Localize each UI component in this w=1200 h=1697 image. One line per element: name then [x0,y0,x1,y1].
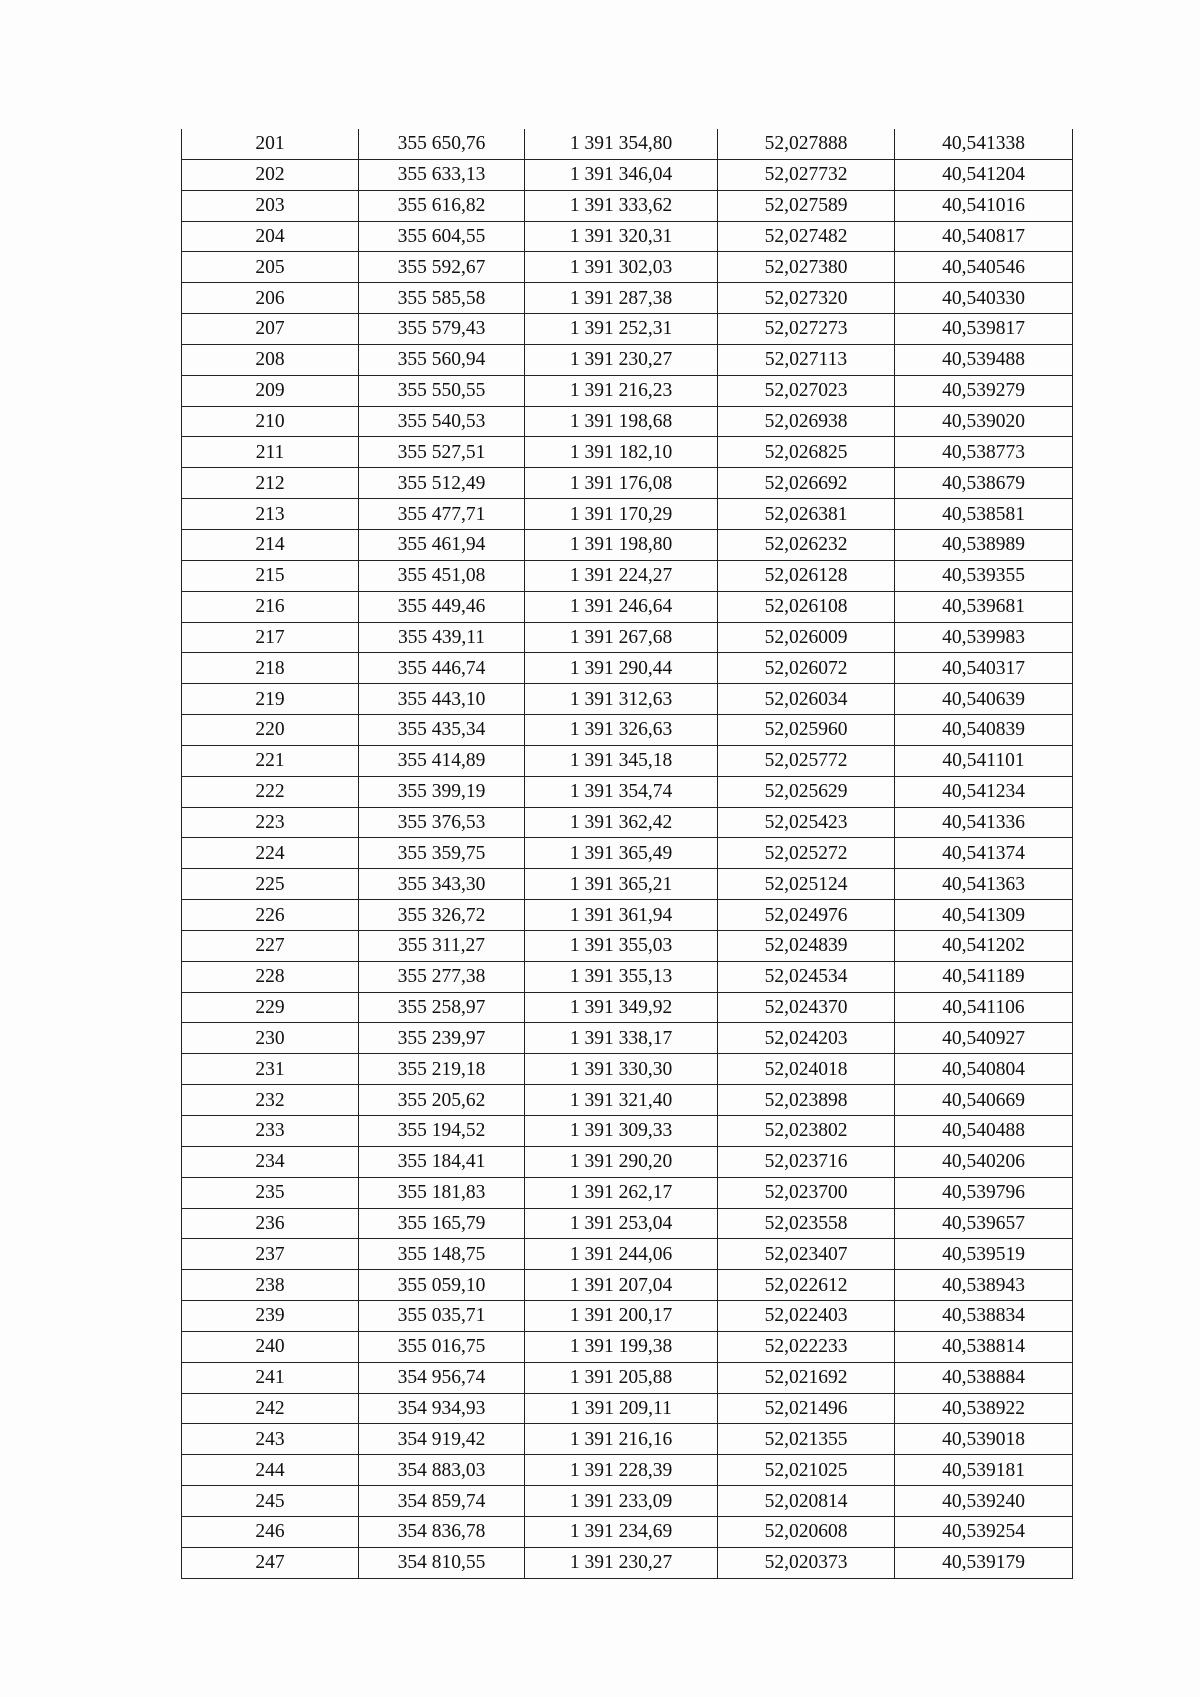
x-coordinate-cell: 354 836,78 [359,1516,525,1547]
y-coordinate-cell: 1 391 262,17 [525,1177,718,1208]
table-row [182,1547,1073,1578]
latitude-cell: 52,026108 [718,591,895,622]
latitude-cell: 52,026938 [718,406,895,437]
x-coordinate-cell: 354 859,74 [359,1486,525,1517]
x-coordinate-cell: 355 446,74 [359,653,525,684]
latitude-cell: 52,025272 [718,838,895,869]
table-row [182,468,1073,499]
x-coordinate-cell: 355 148,75 [359,1239,525,1270]
table-row [182,529,1073,560]
latitude-cell: 52,024534 [718,961,895,992]
y-coordinate-cell: 1 391 182,10 [525,437,718,468]
latitude-cell: 52,020608 [718,1516,895,1547]
point-number-cell: 210 [182,406,359,437]
longitude-cell: 40,541336 [895,807,1073,838]
y-coordinate-cell: 1 391 345,18 [525,745,718,776]
point-number-cell: 203 [182,190,359,221]
x-coordinate-cell: 355 219,18 [359,1054,525,1085]
longitude-cell: 40,539983 [895,622,1073,653]
x-coordinate-cell: 355 059,10 [359,1270,525,1301]
coordinates-table [181,129,1073,1579]
x-coordinate-cell: 355 443,10 [359,684,525,715]
table-row [182,1486,1073,1517]
longitude-cell: 40,540817 [895,221,1073,252]
x-coordinate-cell: 355 449,46 [359,591,525,622]
point-number-cell: 217 [182,622,359,653]
latitude-cell: 52,026232 [718,529,895,560]
point-number-cell: 208 [182,344,359,375]
table-row [182,1331,1073,1362]
point-number-cell: 219 [182,684,359,715]
x-coordinate-cell: 355 399,19 [359,776,525,807]
x-coordinate-cell: 355 616,82 [359,190,525,221]
point-number-cell: 216 [182,591,359,622]
latitude-cell: 52,023898 [718,1085,895,1116]
y-coordinate-cell: 1 391 207,04 [525,1270,718,1301]
point-number-cell: 227 [182,930,359,961]
y-coordinate-cell: 1 391 246,64 [525,591,718,622]
table-row [182,314,1073,345]
x-coordinate-cell: 355 258,97 [359,992,525,1023]
x-coordinate-cell: 355 604,55 [359,221,525,252]
longitude-cell: 40,539254 [895,1516,1073,1547]
y-coordinate-cell: 1 391 253,04 [525,1208,718,1239]
point-number-cell: 229 [182,992,359,1023]
y-coordinate-cell: 1 391 205,88 [525,1362,718,1393]
point-number-cell: 209 [182,375,359,406]
y-coordinate-cell: 1 391 355,13 [525,961,718,992]
point-number-cell: 204 [182,221,359,252]
latitude-cell: 52,021496 [718,1393,895,1424]
longitude-cell: 40,541189 [895,961,1073,992]
point-number-cell: 241 [182,1362,359,1393]
y-coordinate-cell: 1 391 309,33 [525,1116,718,1147]
y-coordinate-cell: 1 391 287,38 [525,283,718,314]
x-coordinate-cell: 355 016,75 [359,1331,525,1362]
x-coordinate-cell: 355 540,53 [359,406,525,437]
y-coordinate-cell: 1 391 320,31 [525,221,718,252]
latitude-cell: 52,022612 [718,1270,895,1301]
latitude-cell: 52,023802 [718,1116,895,1147]
table-row [182,622,1073,653]
y-coordinate-cell: 1 391 198,80 [525,529,718,560]
longitude-cell: 40,541234 [895,776,1073,807]
latitude-cell: 52,027888 [718,129,895,159]
latitude-cell: 52,026692 [718,468,895,499]
point-number-cell: 223 [182,807,359,838]
x-coordinate-cell: 355 181,83 [359,1177,525,1208]
table-row [182,930,1073,961]
x-coordinate-cell: 355 165,79 [359,1208,525,1239]
latitude-cell: 52,026825 [718,437,895,468]
y-coordinate-cell: 1 391 290,44 [525,653,718,684]
longitude-cell: 40,541202 [895,930,1073,961]
latitude-cell: 52,025423 [718,807,895,838]
table-row [182,1270,1073,1301]
x-coordinate-cell: 355 592,67 [359,252,525,283]
table-row [182,1177,1073,1208]
longitude-cell: 40,538773 [895,437,1073,468]
table-row [182,437,1073,468]
coordinates-table-body [182,129,1073,1578]
latitude-cell: 52,020814 [718,1486,895,1517]
point-number-cell: 205 [182,252,359,283]
point-number-cell: 201 [182,129,359,159]
latitude-cell: 52,021692 [718,1362,895,1393]
x-coordinate-cell: 354 810,55 [359,1547,525,1578]
table-row [182,1054,1073,1085]
y-coordinate-cell: 1 391 312,63 [525,684,718,715]
point-number-cell: 238 [182,1270,359,1301]
point-number-cell: 211 [182,437,359,468]
longitude-cell: 40,539240 [895,1486,1073,1517]
latitude-cell: 52,021355 [718,1424,895,1455]
latitude-cell: 52,026381 [718,499,895,530]
latitude-cell: 52,024018 [718,1054,895,1085]
point-number-cell: 225 [182,869,359,900]
table-row [182,283,1073,314]
y-coordinate-cell: 1 391 233,09 [525,1486,718,1517]
longitude-cell: 40,541204 [895,159,1073,190]
y-coordinate-cell: 1 391 326,63 [525,715,718,746]
x-coordinate-cell: 354 919,42 [359,1424,525,1455]
latitude-cell: 52,026072 [718,653,895,684]
latitude-cell: 52,026034 [718,684,895,715]
latitude-cell: 52,026128 [718,560,895,591]
table-row [182,1146,1073,1177]
latitude-cell: 52,027320 [718,283,895,314]
y-coordinate-cell: 1 391 252,31 [525,314,718,345]
longitude-cell: 40,539020 [895,406,1073,437]
y-coordinate-cell: 1 391 349,92 [525,992,718,1023]
latitude-cell: 52,027023 [718,375,895,406]
longitude-cell: 40,541101 [895,745,1073,776]
table-row [182,190,1073,221]
table-row [182,1023,1073,1054]
longitude-cell: 40,540927 [895,1023,1073,1054]
y-coordinate-cell: 1 391 365,21 [525,869,718,900]
y-coordinate-cell: 1 391 267,68 [525,622,718,653]
latitude-cell: 52,023407 [718,1239,895,1270]
y-coordinate-cell: 1 391 209,11 [525,1393,718,1424]
longitude-cell: 40,539657 [895,1208,1073,1239]
x-coordinate-cell: 355 560,94 [359,344,525,375]
x-coordinate-cell: 355 326,72 [359,900,525,931]
point-number-cell: 218 [182,653,359,684]
y-coordinate-cell: 1 391 330,30 [525,1054,718,1085]
longitude-cell: 40,538922 [895,1393,1073,1424]
point-number-cell: 234 [182,1146,359,1177]
latitude-cell: 52,023558 [718,1208,895,1239]
table-row [182,653,1073,684]
x-coordinate-cell: 355 633,13 [359,159,525,190]
longitude-cell: 40,540804 [895,1054,1073,1085]
table-row [182,1516,1073,1547]
x-coordinate-cell: 355 311,27 [359,930,525,961]
point-number-cell: 202 [182,159,359,190]
point-number-cell: 222 [182,776,359,807]
longitude-cell: 40,540839 [895,715,1073,746]
longitude-cell: 40,539181 [895,1455,1073,1486]
table-row [182,1208,1073,1239]
latitude-cell: 52,020373 [718,1547,895,1578]
latitude-cell: 52,023700 [718,1177,895,1208]
point-number-cell: 237 [182,1239,359,1270]
table-row [182,1362,1073,1393]
x-coordinate-cell: 355 579,43 [359,314,525,345]
y-coordinate-cell: 1 391 362,42 [525,807,718,838]
longitude-cell: 40,538814 [895,1331,1073,1362]
x-coordinate-cell: 355 439,11 [359,622,525,653]
table-row [182,1455,1073,1486]
table-row [182,129,1073,159]
point-number-cell: 206 [182,283,359,314]
point-number-cell: 239 [182,1301,359,1332]
table-row [182,375,1073,406]
latitude-cell: 52,022233 [718,1331,895,1362]
longitude-cell: 40,541309 [895,900,1073,931]
x-coordinate-cell: 355 435,34 [359,715,525,746]
y-coordinate-cell: 1 391 354,74 [525,776,718,807]
point-number-cell: 220 [182,715,359,746]
y-coordinate-cell: 1 391 170,29 [525,499,718,530]
table-row [182,1085,1073,1116]
table-row [182,252,1073,283]
point-number-cell: 207 [182,314,359,345]
point-number-cell: 233 [182,1116,359,1147]
y-coordinate-cell: 1 391 338,17 [525,1023,718,1054]
point-number-cell: 247 [182,1547,359,1578]
table-row [182,344,1073,375]
x-coordinate-cell: 355 477,71 [359,499,525,530]
y-coordinate-cell: 1 391 224,27 [525,560,718,591]
latitude-cell: 52,021025 [718,1455,895,1486]
x-coordinate-cell: 355 184,41 [359,1146,525,1177]
table-row [182,838,1073,869]
y-coordinate-cell: 1 391 244,06 [525,1239,718,1270]
point-number-cell: 243 [182,1424,359,1455]
longitude-cell: 40,541374 [895,838,1073,869]
x-coordinate-cell: 355 650,76 [359,129,525,159]
longitude-cell: 40,539796 [895,1177,1073,1208]
latitude-cell: 52,022403 [718,1301,895,1332]
longitude-cell: 40,538679 [895,468,1073,499]
x-coordinate-cell: 355 035,71 [359,1301,525,1332]
longitude-cell: 40,539179 [895,1547,1073,1578]
y-coordinate-cell: 1 391 302,03 [525,252,718,283]
latitude-cell: 52,027113 [718,344,895,375]
y-coordinate-cell: 1 391 290,20 [525,1146,718,1177]
x-coordinate-cell: 355 527,51 [359,437,525,468]
x-coordinate-cell: 355 239,97 [359,1023,525,1054]
latitude-cell: 52,025629 [718,776,895,807]
longitude-cell: 40,539817 [895,314,1073,345]
longitude-cell: 40,538943 [895,1270,1073,1301]
point-number-cell: 215 [182,560,359,591]
table-row [182,1116,1073,1147]
point-number-cell: 231 [182,1054,359,1085]
longitude-cell: 40,539681 [895,591,1073,622]
x-coordinate-cell: 354 956,74 [359,1362,525,1393]
y-coordinate-cell: 1 391 346,04 [525,159,718,190]
longitude-cell: 40,540488 [895,1116,1073,1147]
longitude-cell: 40,541338 [895,129,1073,159]
latitude-cell: 52,023716 [718,1146,895,1177]
longitude-cell: 40,540546 [895,252,1073,283]
x-coordinate-cell: 355 550,55 [359,375,525,406]
x-coordinate-cell: 355 359,75 [359,838,525,869]
point-number-cell: 246 [182,1516,359,1547]
table-row [182,1301,1073,1332]
y-coordinate-cell: 1 391 355,03 [525,930,718,961]
y-coordinate-cell: 1 391 199,38 [525,1331,718,1362]
longitude-cell: 40,539488 [895,344,1073,375]
table-row [182,961,1073,992]
point-number-cell: 214 [182,529,359,560]
table-row [182,776,1073,807]
y-coordinate-cell: 1 391 333,62 [525,190,718,221]
latitude-cell: 52,024839 [718,930,895,961]
longitude-cell: 40,540669 [895,1085,1073,1116]
x-coordinate-cell: 355 277,38 [359,961,525,992]
point-number-cell: 213 [182,499,359,530]
longitude-cell: 40,541106 [895,992,1073,1023]
latitude-cell: 52,027273 [718,314,895,345]
point-number-cell: 224 [182,838,359,869]
table-row [182,560,1073,591]
point-number-cell: 230 [182,1023,359,1054]
longitude-cell: 40,541363 [895,869,1073,900]
longitude-cell: 40,540330 [895,283,1073,314]
latitude-cell: 52,026009 [718,622,895,653]
table-row [182,900,1073,931]
y-coordinate-cell: 1 391 228,39 [525,1455,718,1486]
table-row [182,406,1073,437]
table-row [182,992,1073,1023]
latitude-cell: 52,027732 [718,159,895,190]
point-number-cell: 244 [182,1455,359,1486]
point-number-cell: 235 [182,1177,359,1208]
x-coordinate-cell: 355 461,94 [359,529,525,560]
table-row [182,807,1073,838]
y-coordinate-cell: 1 391 216,16 [525,1424,718,1455]
point-number-cell: 240 [182,1331,359,1362]
latitude-cell: 52,024976 [718,900,895,931]
longitude-cell: 40,540639 [895,684,1073,715]
table-row [182,221,1073,252]
longitude-cell: 40,539018 [895,1424,1073,1455]
point-number-cell: 221 [182,745,359,776]
x-coordinate-cell: 355 451,08 [359,560,525,591]
point-number-cell: 226 [182,900,359,931]
y-coordinate-cell: 1 391 230,27 [525,1547,718,1578]
table-row [182,869,1073,900]
point-number-cell: 242 [182,1393,359,1424]
point-number-cell: 212 [182,468,359,499]
longitude-cell: 40,538834 [895,1301,1073,1332]
y-coordinate-cell: 1 391 200,17 [525,1301,718,1332]
table-row [182,1393,1073,1424]
y-coordinate-cell: 1 391 365,49 [525,838,718,869]
x-coordinate-cell: 354 934,93 [359,1393,525,1424]
point-number-cell: 228 [182,961,359,992]
point-number-cell: 232 [182,1085,359,1116]
point-number-cell: 236 [182,1208,359,1239]
table-row [182,591,1073,622]
latitude-cell: 52,024203 [718,1023,895,1054]
longitude-cell: 40,539355 [895,560,1073,591]
table-row [182,1424,1073,1455]
y-coordinate-cell: 1 391 216,23 [525,375,718,406]
latitude-cell: 52,025124 [718,869,895,900]
latitude-cell: 52,027380 [718,252,895,283]
longitude-cell: 40,539279 [895,375,1073,406]
table-row [182,1239,1073,1270]
longitude-cell: 40,538989 [895,529,1073,560]
latitude-cell: 52,027482 [718,221,895,252]
longitude-cell: 40,540317 [895,653,1073,684]
longitude-cell: 40,538884 [895,1362,1073,1393]
table-row [182,745,1073,776]
y-coordinate-cell: 1 391 234,69 [525,1516,718,1547]
point-number-cell: 245 [182,1486,359,1517]
x-coordinate-cell: 355 205,62 [359,1085,525,1116]
table-row [182,715,1073,746]
longitude-cell: 40,541016 [895,190,1073,221]
y-coordinate-cell: 1 391 230,27 [525,344,718,375]
x-coordinate-cell: 355 376,53 [359,807,525,838]
y-coordinate-cell: 1 391 321,40 [525,1085,718,1116]
x-coordinate-cell: 355 194,52 [359,1116,525,1147]
x-coordinate-cell: 355 585,58 [359,283,525,314]
table-row [182,159,1073,190]
longitude-cell: 40,539519 [895,1239,1073,1270]
table-row [182,684,1073,715]
longitude-cell: 40,538581 [895,499,1073,530]
latitude-cell: 52,024370 [718,992,895,1023]
longitude-cell: 40,540206 [895,1146,1073,1177]
table-row [182,499,1073,530]
latitude-cell: 52,025960 [718,715,895,746]
latitude-cell: 52,027589 [718,190,895,221]
y-coordinate-cell: 1 391 354,80 [525,129,718,159]
y-coordinate-cell: 1 391 361,94 [525,900,718,931]
y-coordinate-cell: 1 391 176,08 [525,468,718,499]
x-coordinate-cell: 355 414,89 [359,745,525,776]
x-coordinate-cell: 355 343,30 [359,869,525,900]
x-coordinate-cell: 355 512,49 [359,468,525,499]
latitude-cell: 52,025772 [718,745,895,776]
x-coordinate-cell: 354 883,03 [359,1455,525,1486]
y-coordinate-cell: 1 391 198,68 [525,406,718,437]
